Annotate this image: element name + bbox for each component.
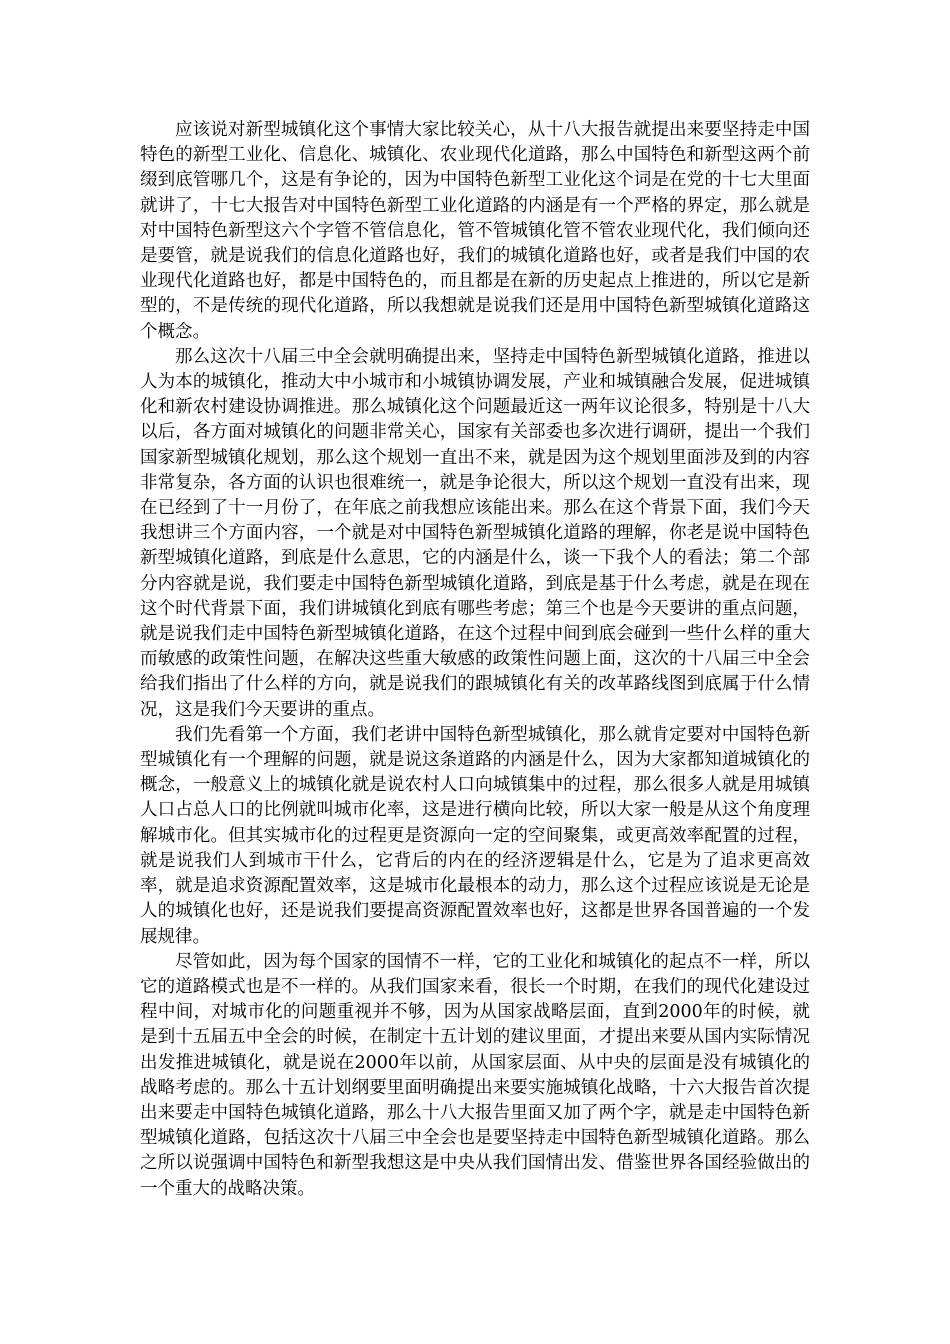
paragraph-2: 那么这次十八届三中全会就明确提出来，坚持走中国特色新型城镇化道路，推进以人为本的城镇化，推动大中小城市和小城镇协调发展，产业和城镇融合发展，促进城镇化和新农村建设协调推进。那么城镇化这个问题最近这一两年议论很多，特别是十八大以后，各方面对城镇化的问题非常关心，国家有关部委也多次进行调研，提出一个我们国家新型城镇化规划，那么这个规划一直出不来，就是因为这个规划里面涉及到的内容非常复杂，各方面的认识也很难统一，就是争论很大，所以这个规划一直没有出来，现在已经到了十一月份了，在年底之前我想应该能出来。那么在这个背景下面，我们今天我想讲三个方面内容，一个就是对中国特色新型城镇化道路的理解，你老是说中国特色新型城镇化道路，到底是什么意思，它的内涵是什么，谈一下我个人的看法；第二个部分内容就是说，我们要走中国特色新型城镇化道路，到底是基于什么考虑，就是在现在这个时代背景下面，我们讲城镇化到底有哪些考虑；第三个也是今天要讲的重点问题，就是说我们走中国特色新型城镇化道路，在这个过程中间到底会碰到一些什么样的重大而敏感的政策性问题，在解决这些重大敏感的政策性问题上面，这次的十八届三中全会给我们指出了什么样的方向，就是说我们的跟城镇化有关的改革路线图到底属于什么情况，这是我们今天要讲的重点。 [140,346,810,720]
paragraph-3: 我们先看第一个方面，我们老讲中国特色新型城镇化，那么就肯定要对中国特色新型城镇化有一个理解的问题，就是说这条道路的内涵是什么，因为大家都知道城镇化的概念，一般意义上的城镇化就是说农村人口向城镇集中的过程，那么很多人就是用城镇人口占总人口的比例就叫城市化率，这是进行横向比较，所以大家一般是从这个角度理解城市化。但其实城市化的过程更是资源向一定的空间聚集，或更高效率配置的过程，就是说我们人到城市干什么，它背后的内在的经济逻辑是什么，它是为了追求更高效率，就是追求资源配置效率，这是城市化最根本的动力，那么这个过程应该说是无论是人的城镇化也好，还是说我们要提高资源配置效率也好，这都是世界各国普遍的一个发展规律。 [140,724,810,947]
paragraph-4: 尽管如此，因为每个国家的国情不一样，它的工业化和城镇化的起点不一样，所以它的道路模式也是不一样的。从我们国家来看，很长一个时期，在我们的现代化建设过程中间，对城市化的问题重视并不够，因为从国家战略层面，直到2000年的时候，就是到十五届五中全会的时候，在制定十五计划的建议里面，才提出来要从国内实际情况出发推进城镇化，就是说在2000年以前，从国家层面、从中央的层面是没有城镇化的战略考虑的。那么十五计划纲要里面明确提出来要实施城镇化战略，十六大报告首次提出来要走中国特色城镇化道路，那么十八大报告里面又加了两个字，就是走中国特色新型城镇化道路，包括这次十八届三中全会也是要坚持走中国特色新型城镇化道路。那么之所以说强调中国特色和新型我想这是中央从我们国情出发、借鉴世界各国经验做出的一个重大的战略决策。 [140,951,810,1199]
paragraph-1: 应该说对新型城镇化这个事情大家比较关心，从十八大报告就提出来要坚持走中国特色的新型工业化、信息化、城镇化、农业现代化道路，那么中国特色和新型这两个前缀到底管哪几个，这是有争论的，因为中国特色新型工业化这个词是在党的十七大里面就讲了，十七大报告对中国特色新型工业化道路的内涵是有一个严格的界定，那么就是对中国特色新型这六个字管不管信息化，管不管城镇化管不管农业现代化，我们倾向还是要管，就是说我们的信息化道路也好，我们的城镇化道路也好，或者是我们中国的农业现代化道路也好，都是中国特色的，而且都是在新的历史起点上推进的，所以它是新型的，不是传统的现代化道路，所以我想就是说我们还是用中国特色新型城镇化道路这个概念。 [140,120,810,342]
document-body [140,118,810,1202]
